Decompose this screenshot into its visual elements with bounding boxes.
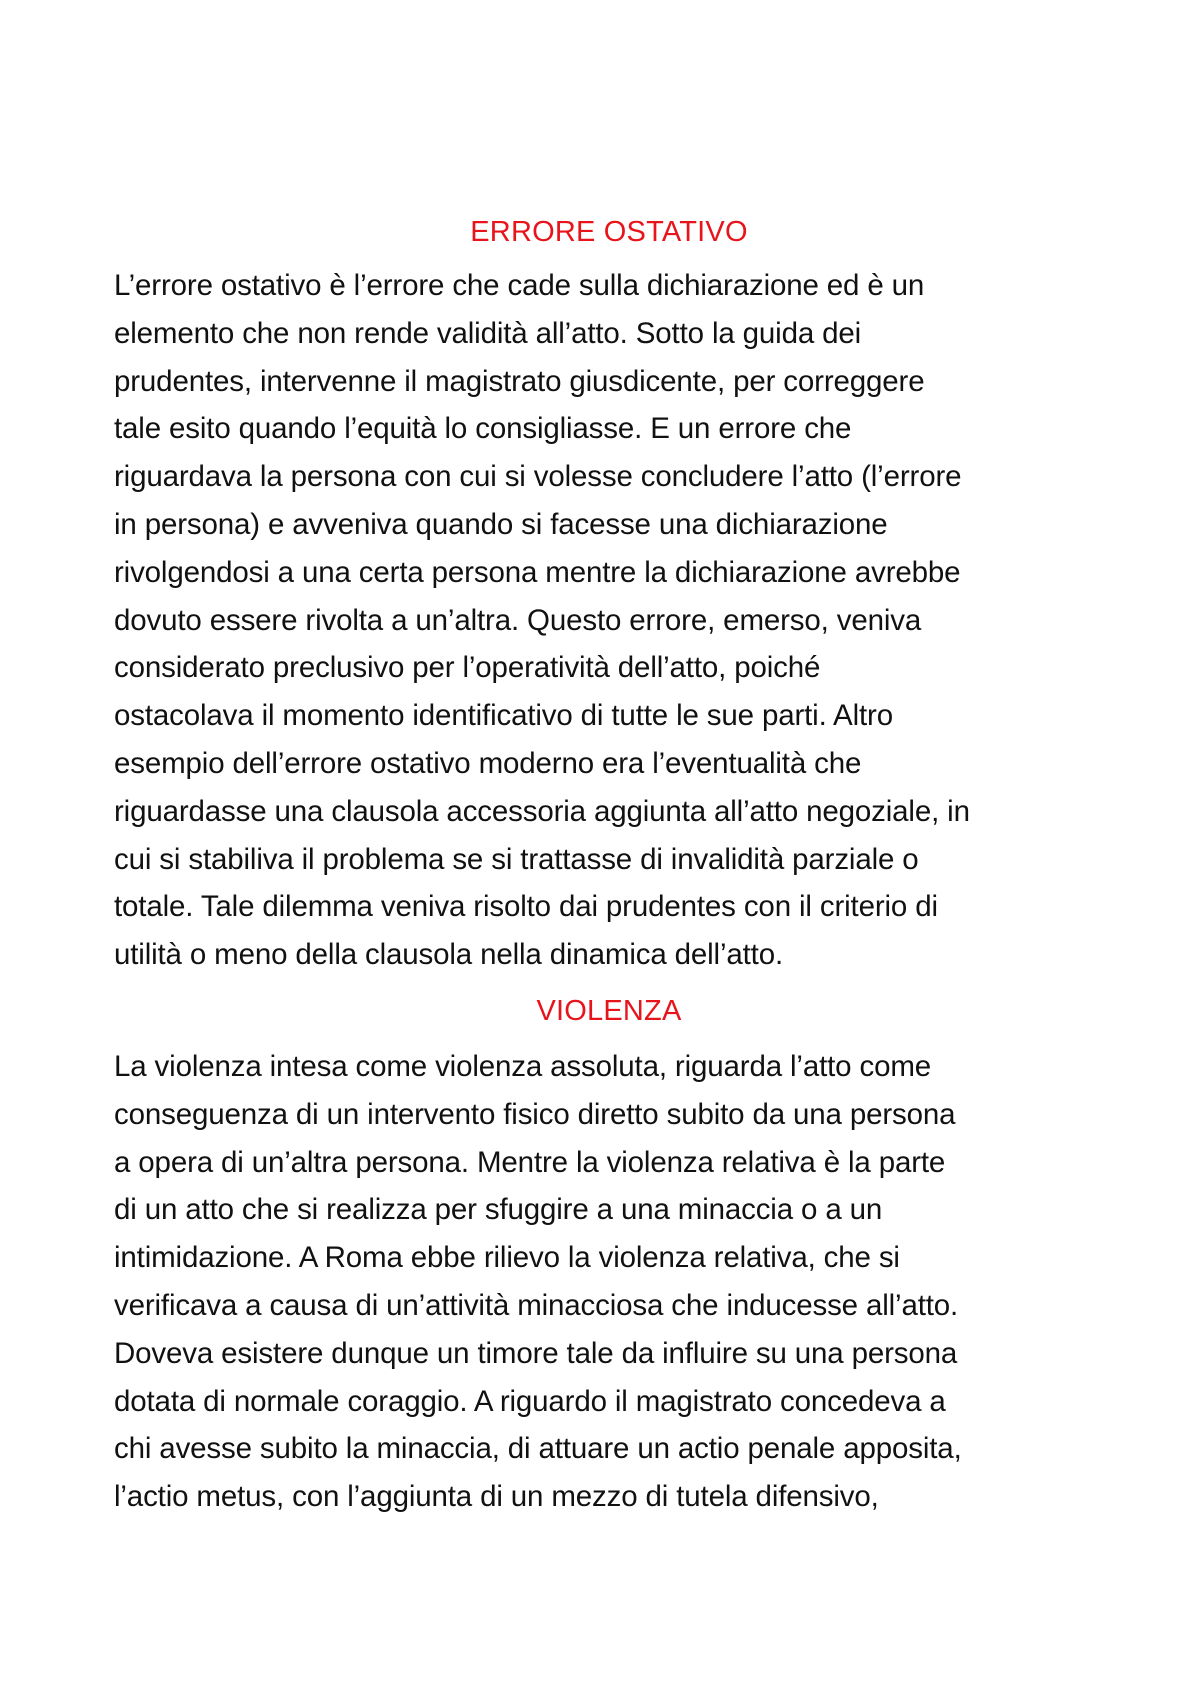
text-line: considerato preclusivo per l’operatività dell’atto, poiché <box>114 651 821 685</box>
paragraph-errore-ostativo <box>114 262 1104 979</box>
text-line: utilità o meno della clausola nella dinamica dell’atto. <box>114 938 784 972</box>
text-line: conseguenza di un intervento fisico diretto subito da una persona <box>114 1097 956 1131</box>
text-line: L’errore ostativo è l’errore che cade sulla dichiarazione ed è un <box>114 269 925 302</box>
text-line: tale esito quando l’equità lo consigliasse. E un errore che <box>114 412 852 446</box>
text-line: in persona) e avveniva quando si facesse una dichiarazione <box>114 507 888 541</box>
text-line: di un atto che si realizza per sfuggire a una minaccia o a un <box>114 1193 883 1227</box>
text-line: totale. Tale dilemma veniva risolto dai prudentes con il criterio di <box>114 890 938 924</box>
text-line: dotata di normale coraggio. A riguardo il magistrato concedeva a <box>114 1384 946 1418</box>
text-line: a opera di un’altra persona. Mentre la violenza relativa è la parte <box>114 1145 946 1179</box>
text-line: La violenza intesa come violenza assoluta, riguarda l’atto come <box>114 1049 932 1083</box>
text-line: ostacolava il momento identificativo di tutte le sue parti. Altro <box>114 699 893 733</box>
text-line: intimidazione. A Roma ebbe rilievo la violenza relativa, che si <box>114 1241 900 1275</box>
text-line: verificava a causa di un’attività minacciosa che inducesse all’atto. <box>114 1288 959 1322</box>
section-title-errore-ostativo: ERRORE OSTATIVO <box>470 216 748 248</box>
text-line: dovuto essere rivolta a un’altra. Questo errore, emerso, veniva <box>114 603 922 637</box>
text-line: riguardava la persona con cui si volesse concludere l’atto (l’errore <box>114 460 962 494</box>
text-line: riguardasse una clausola accessoria aggiunta all’atto negoziale, in <box>114 794 970 828</box>
text-line: Doveva esistere dunque un timore tale da influire su una persona <box>114 1336 958 1370</box>
text-line: rivolgendosi a una certa persona mentre la dichiarazione avrebbe <box>114 555 961 589</box>
text-line: elemento che non rende validità all’atto. Sotto la guida dei <box>114 316 862 350</box>
text-line: esempio dell’errore ostativo moderno era l’eventualità che <box>114 746 862 780</box>
section-title-violenza: VIOLENZA <box>536 994 682 1027</box>
paragraph-violenza <box>114 1043 1104 1521</box>
text-line: prudentes, intervenne il magistrato giusdicente, per correggere <box>114 364 925 398</box>
document-content <box>114 212 1104 1521</box>
text-line: l’actio metus, con l’aggiunta di un mezzo di tutela difensivo, <box>114 1480 879 1514</box>
text-line: cui si stabiliva il problema se si trattasse di invalidità parziale o <box>114 842 919 876</box>
text-line: chi avesse subito la minaccia, di attuare un actio penale apposita, <box>114 1432 962 1466</box>
